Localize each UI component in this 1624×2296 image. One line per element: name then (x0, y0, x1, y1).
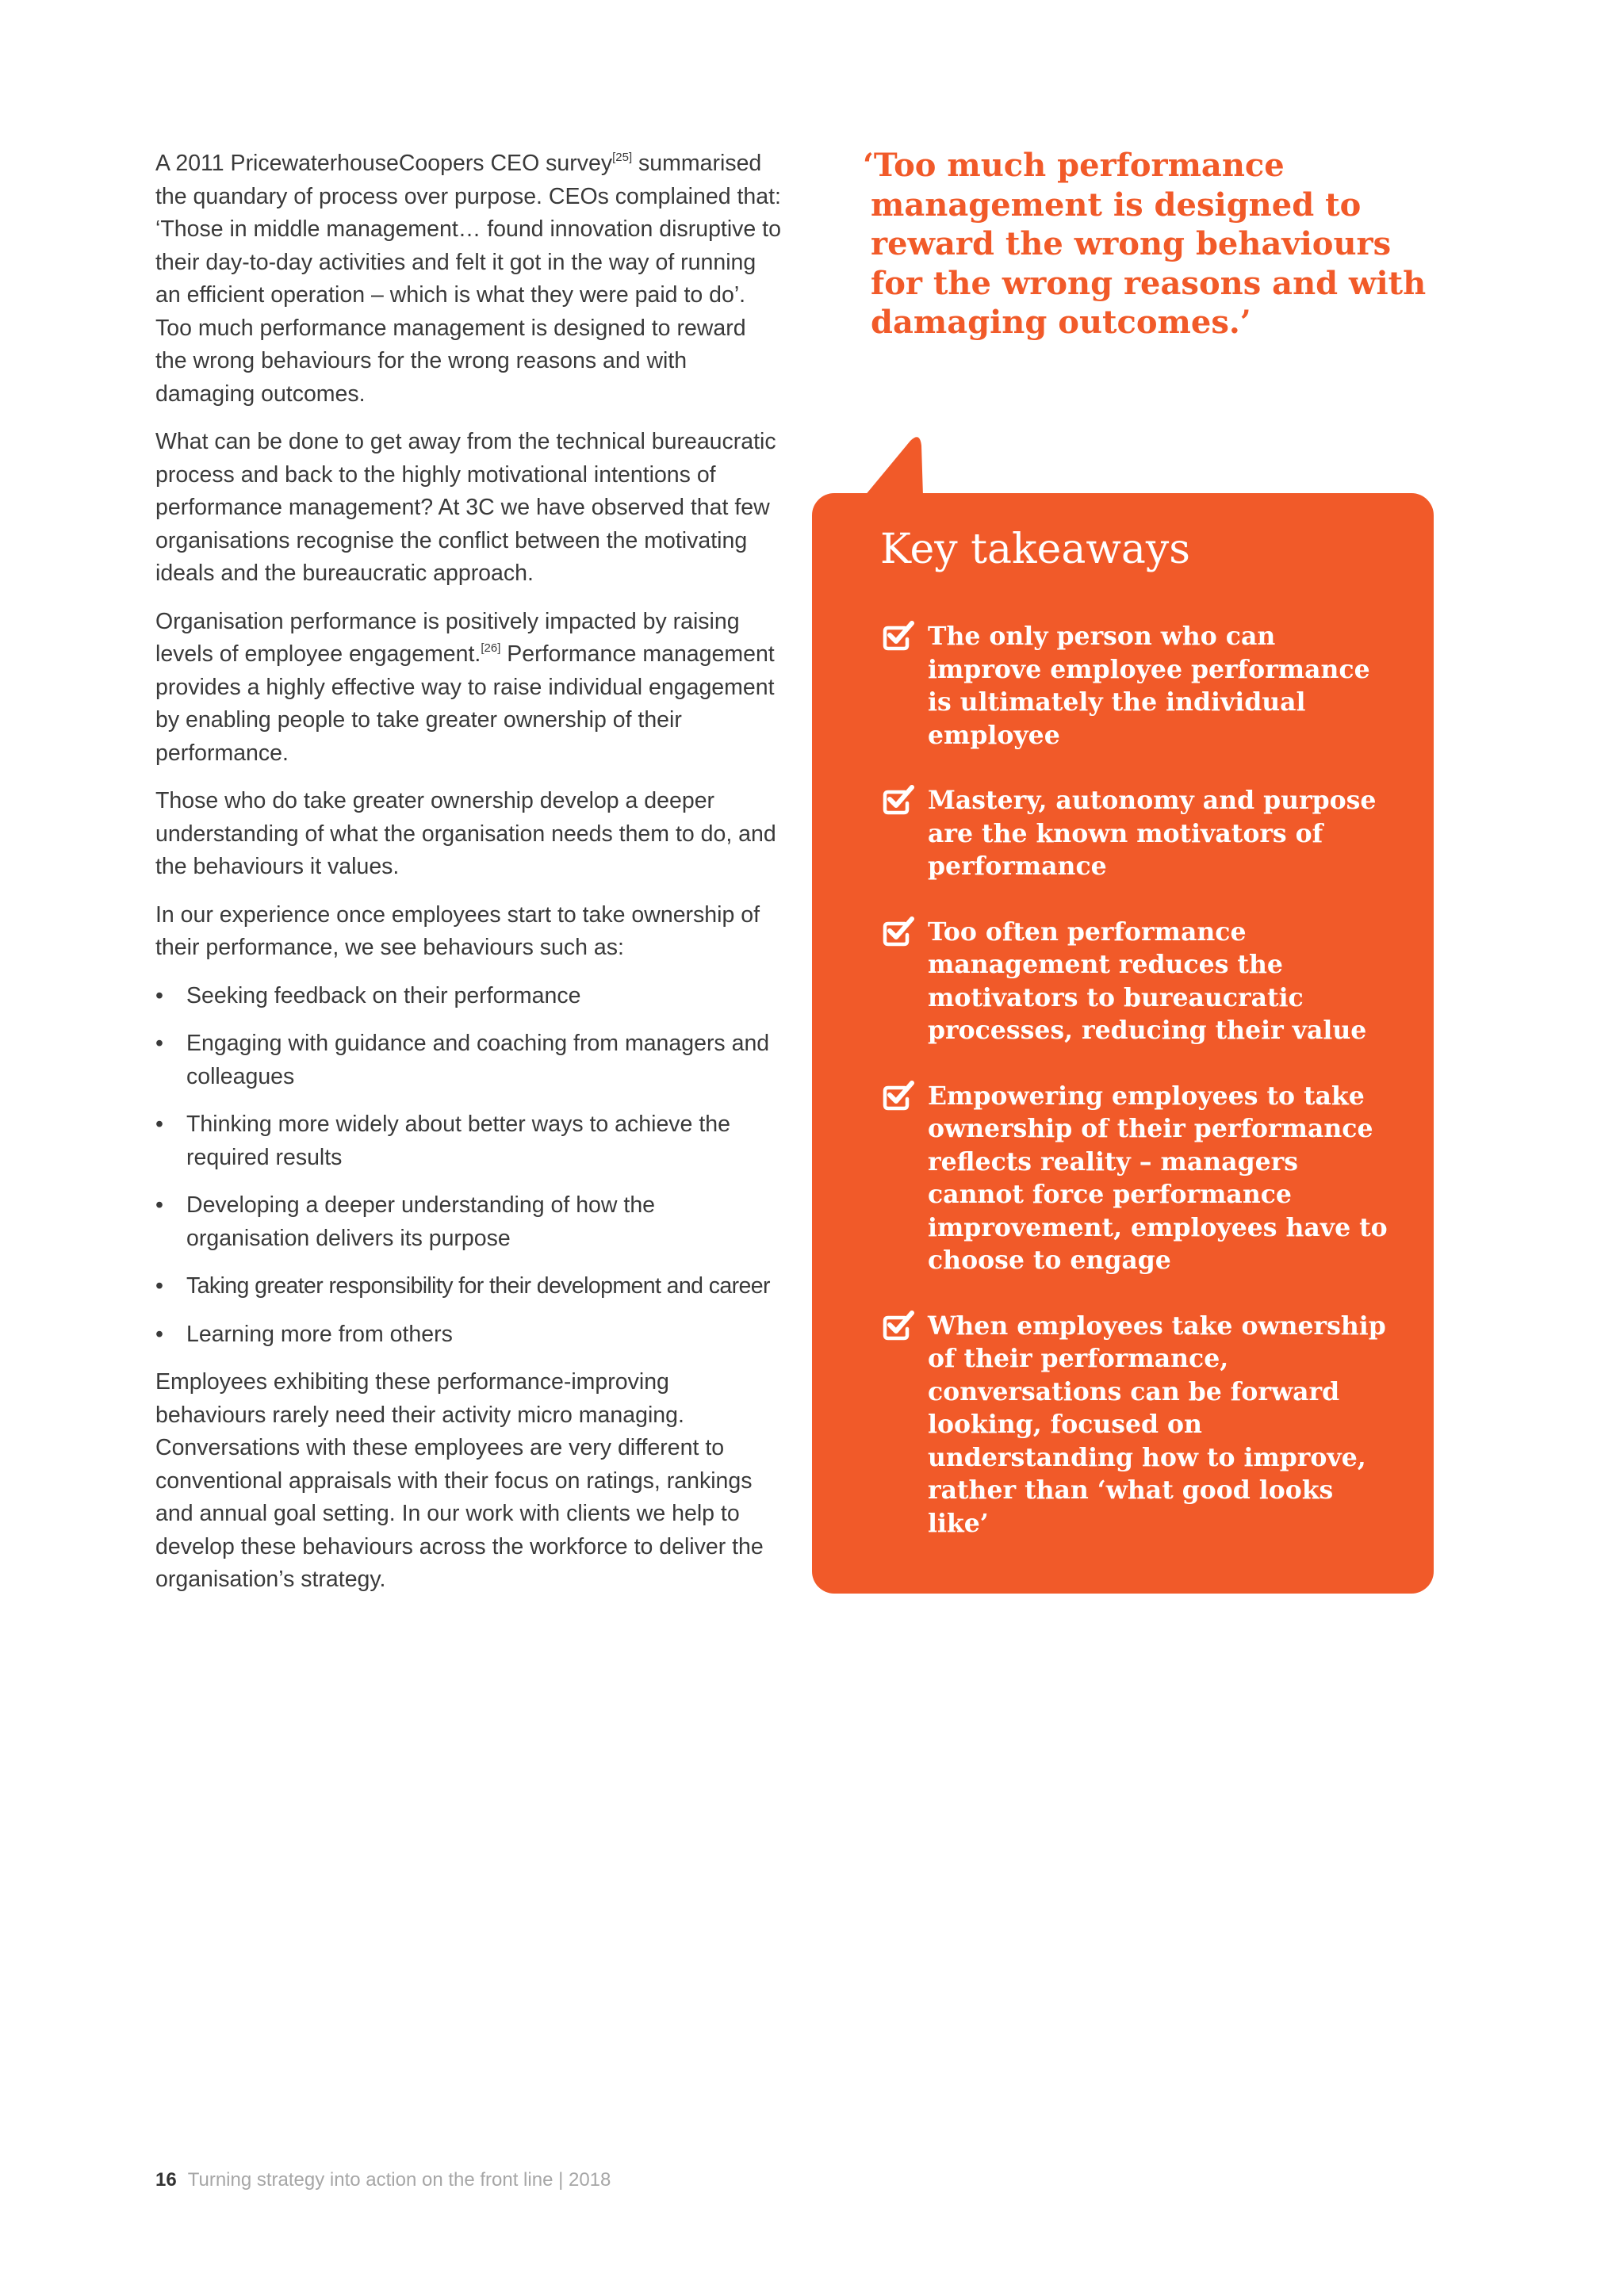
checkbox-check-icon (880, 1310, 915, 1341)
pull-quote: ‘Too much performance management is designed to reward the wrong behaviours for the wrong reasons and with damaging outcomes.’ (863, 147, 1427, 341)
footnote-ref-26: [26] (481, 641, 501, 655)
paragraph-1-text-b: summarised the quandary of process over purpose. CEOs complained that: ‘Those in middle management… found innovation disruptive to their day-to-day activities and felt it got in the way of running an efficient operation – which is what they were paid to do’. Too much performance management is designed to reward the wrong behaviours for the wrong reasons and with damaging outcomes. (155, 151, 781, 407)
key-takeaways-title: Key takeaways (880, 526, 1190, 573)
bullet-icon: • (155, 982, 163, 1008)
list-item (155, 1189, 782, 1255)
list-item (155, 1027, 782, 1093)
list-item (155, 1318, 782, 1352)
bullet-icon: • (155, 1031, 163, 1056)
list-item (155, 1108, 782, 1174)
checkbox-check-icon (880, 916, 915, 947)
behaviours-list (155, 980, 782, 1352)
paragraph-4: Those who do take greater ownership develop a deeper understanding of what the organisation needs them to do, and the behaviours it values. (155, 788, 776, 879)
page-footer (155, 2168, 611, 2192)
paragraph-5: In our experience once employees start to take ownership of their performance, we see behaviours such as: (155, 901, 760, 960)
bullet-icon: • (155, 1321, 163, 1347)
list-item-text: Taking greater responsibility for their development and career (186, 1273, 770, 1299)
checkbox-check-icon (880, 784, 915, 816)
footnote-ref-25: [25] (612, 151, 633, 164)
takeaways-list (880, 620, 1388, 1572)
takeaway-item (880, 916, 1388, 1047)
speech-bubble-tail (864, 436, 923, 496)
takeaway-item (880, 784, 1388, 883)
bullet-icon: • (155, 1112, 163, 1137)
takeaway-text: Mastery, autonomy and purpose are the known motivators of performance (928, 786, 1377, 881)
paragraph-3-text-b: Performance management provides a highly effective way to raise individual engagement by enabling people to take greater ownership of their performance. (155, 641, 775, 766)
paragraph-1 (155, 147, 782, 411)
takeaway-text: Too often performance management reduces the motivators to bureaucratic processes, reducing their value (928, 916, 1367, 1045)
takeaway-item (880, 1310, 1388, 1540)
list-item (155, 1270, 782, 1303)
paragraph-3-text-a: Organisation performance is positively impacted by raising levels of employee engagement. (155, 608, 740, 667)
bullet-icon: • (155, 1192, 163, 1218)
takeaway-text: Empowering employees to take ownership of their performance reflects reality – managers cannot force performance improvement, employees have to choose to engage (928, 1081, 1388, 1275)
key-takeaways-box (812, 493, 1434, 1594)
takeaway-item (880, 620, 1388, 752)
paragraph-3 (155, 606, 782, 771)
paragraph-2: What can be done to get away from the technical bureaucratic process and back to the highly motivational intentions of performance management? At 3C we have observed that few organisations recognise the conflict between the motivating ideals and the bureaucratic approach. (155, 429, 776, 586)
list-item-text: Seeking feedback on their performance (186, 982, 581, 1008)
list-item-text: Developing a deeper understanding of how the organisation delivers its purpose (186, 1192, 656, 1251)
paragraph-1-text-a: A 2011 PricewaterhouseCoopers CEO survey (155, 151, 613, 176)
body-column (155, 147, 782, 1612)
checkbox-check-icon (880, 620, 915, 652)
list-item-text: Engaging with guidance and coaching from managers and colleagues (186, 1031, 770, 1089)
list-item-text: Learning more from others (186, 1321, 453, 1347)
takeaway-text: When employees take ownership of their performance, conversations can be forward looking, focused on understanding how to improve, rather than ‘what good looks like’ (928, 1311, 1386, 1538)
footer-text: Turning strategy into action on the front line | 2018 (187, 2169, 611, 2191)
list-item-text: Thinking more widely about better ways to achieve the required results (186, 1112, 730, 1170)
takeaway-text: The only person who can improve employee performance is ultimately the individual employee (928, 622, 1370, 750)
page-number: 16 (155, 2169, 177, 2191)
checkbox-check-icon (880, 1080, 915, 1112)
list-item (155, 980, 782, 1013)
takeaway-item (880, 1080, 1388, 1277)
bullet-icon: • (155, 1273, 163, 1299)
paragraph-6: Employees exhibiting these performance-improving behaviours rarely need their activity micro managing. Conversations with these employees are very different to conventional appraisals with their focus on ratings, rankings and annual goal setting. In our work with clients we help to develop these behaviours across the workforce to deliver the organisation’s strategy. (155, 1369, 764, 1592)
